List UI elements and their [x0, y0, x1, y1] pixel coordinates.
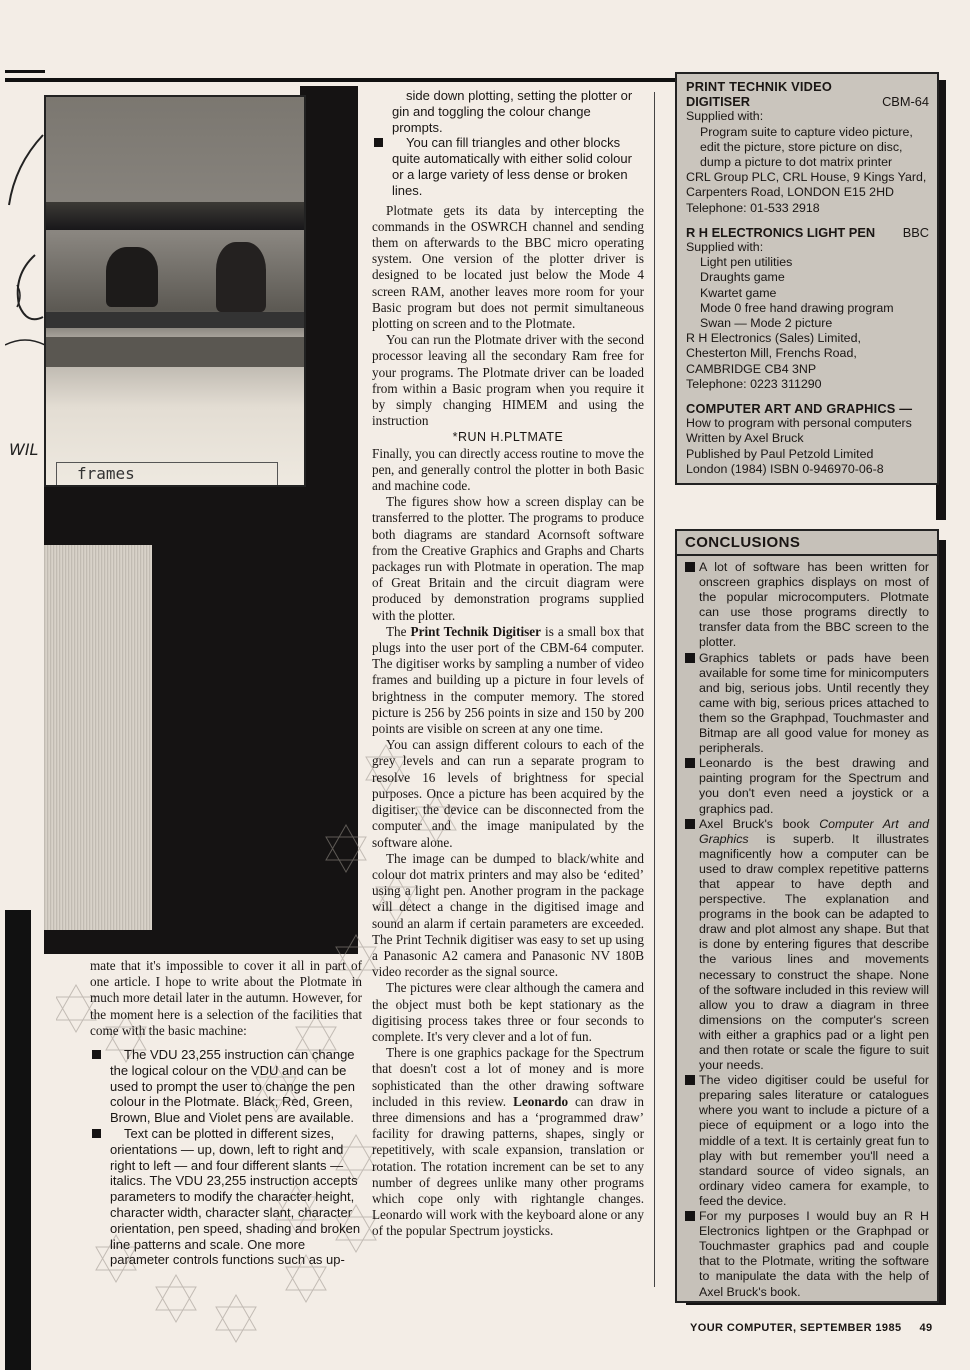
paragraph-intro: mate that it's impossible to cover it all in part of one article. I hope to write about the Plotmate in much more detail later in the autumn. However, for the moment here is a selection of the facilities that come with the basic machine:: [90, 958, 362, 1038]
lower-left-column: [90, 958, 362, 1268]
paragraph-finally: Finally, you can directly access routine to move the pen, and generally control the plotter in both Basic and machine code.: [372, 445, 644, 494]
bullet-square-icon: [685, 1211, 695, 1221]
bullet-text-text: Text can be plotted in different sizes, orientations — up, down, left to right and right to left — and four different slants — italics. The VDU 23,255 instruction accepts parameters to modify the character height, character width, character slant, character orientation, pen speed, shading and broken line patterns and scale. One more parameter controls functions such as up-: [110, 1126, 361, 1268]
conclusion-item: [685, 1073, 929, 1209]
book-subtitle: How to program with personal computers: [686, 416, 912, 431]
product-phone: Telephone: 0223 311290: [686, 376, 822, 391]
product-item: Mode 0 free hand drawing program: [700, 300, 894, 315]
paragraph-leonardo: [372, 1045, 644, 1239]
product-print-technik: [686, 79, 929, 216]
bullet-vdu: [90, 1047, 362, 1126]
bullet-continued: side down plotting, setting the plotter or gin and toggling the colour change prompts.: [392, 88, 633, 135]
product-supplied: Supplied with:: [686, 109, 764, 124]
bullet-square-icon: [685, 653, 695, 663]
plotter-photo: [44, 95, 306, 487]
bullet-vdu-text: The VDU 23,255 instruction can change the logical colour on the VDU and can be used to prompt the user to change the pen colour in the Plotmate. Black, Red, Green, Brown, Blue and Violet pens are available.: [110, 1047, 356, 1126]
digitiser-pre: The: [386, 623, 411, 639]
svg-text:WIL: WIL: [9, 440, 39, 459]
top-rule-left: [5, 70, 45, 73]
product-address: CRL Group PLC, CRL House, 9 Kings Yard, Carpenters Road, LONDON E15 2HD: [686, 170, 927, 200]
screen-texture-image: [44, 545, 152, 930]
product-address-line: R H Electronics (Sales) Limited,: [686, 331, 861, 346]
run-command: *RUN H.PLTMATE: [452, 430, 564, 445]
book-publisher: Published by Paul Petzold Limited: [686, 446, 874, 461]
conclusion-text: A lot of software has been written for onscreen graphics displays on most of the popular microcomputers. Plotmate can use those programs directly to transfer data from the BBC screen to the plotter.: [699, 560, 929, 650]
product-item: Light pen utilities: [700, 255, 793, 270]
column-divider: [654, 92, 655, 1287]
photo-label-text: frames: [56, 462, 278, 486]
bullet-square-icon: [92, 1050, 101, 1059]
book-author: Written by Axel Bruck: [686, 431, 804, 446]
bullet-square-icon: [685, 758, 695, 768]
paragraph-figures: The figures show how a screen display can be transferred to the plotter. The programs to produce both diagrams are standard Acornsoft software from the Creative Graphics and Graphs and Charts packages run with Plotmate in operation. The map of Great Britain and the circuit diagram were produced by demonstration programs supplied with the plotter.: [372, 494, 644, 623]
conclusion-text: The video digitiser could be useful for preparing sales literature or catalogues where you want to include a picture of a piece of equipment or a logo into the middle of a text. It is certainly great fun to play with but remember you'll need a standard source of video signals, an ordinary video camera for example, to feed the device.: [699, 1073, 929, 1208]
product-book: [686, 401, 929, 477]
product-title: R H ELECTRONICS LIGHT PEN: [686, 224, 876, 240]
product-machine: BBC: [902, 224, 929, 240]
product-item: Kwartet game: [700, 285, 777, 300]
paragraph-oswrch: Plotmate gets its data by intercepting the commands in the OSWRCH channel and sending them on afterwards to the BBC micro operating system. One version of the plotter driver is designed to be located just below the Mode 4 screen RAM, another leaves more room for your Basic program but does not permit simultaneous plotting on screen and to the Plotmate.: [372, 202, 644, 331]
main-article-column: [372, 88, 644, 1240]
conclusion-item: [685, 756, 929, 816]
conclusion-item: [685, 560, 929, 651]
bullet-square-icon: [685, 1075, 695, 1085]
screen-texture-frame: [44, 530, 152, 945]
leonardo-name: Leonardo: [513, 1093, 569, 1109]
product-address-line: Chesterton Mill, Frenchs Road,: [686, 346, 857, 361]
product-address-line: CAMBRIDGE CB4 3NP: [686, 361, 817, 376]
top-rule: [5, 78, 675, 82]
left-black-bar: [5, 910, 31, 1370]
paragraph-colours: You can assign different colours to each of the grey levels and can run a separate program to resolve 16 levels of brightness for special purposes. Once a picture has been acquired by the digitiser, the device can be disconnected from the computer and the image manipulated by the software alone.: [372, 737, 644, 850]
product-supplied: Supplied with:: [686, 240, 764, 255]
bullet-fill: [372, 135, 644, 198]
bullet-square-icon: [374, 138, 383, 147]
sketch-fragment-image: [5, 95, 45, 475]
book-isbn: London (1984) ISBN 0-946970-06-8: [686, 461, 884, 476]
conclusions-box: [675, 529, 939, 1303]
page-number: 49: [919, 1322, 933, 1334]
conclusion-text: Axel Bruck's book: [699, 816, 820, 831]
conclusions-heading: CONCLUSIONS: [677, 531, 937, 556]
page-footer: [690, 1322, 933, 1334]
product-title: PRINT TECHNIK VIDEO: [686, 79, 832, 94]
paragraph-dump: The image can be dumped to black/white and colour dot matrix printers and may also be ‘edited’ using a light pen. Another program in the package will detect a change in the digitised image and sound an alarm if certain parameters are exceeded. The Print Technik digitiser was easy to set up using a Panasonic A2 camera and Panasonic NV 180B video recorder as the signal source.: [372, 850, 644, 980]
product-title-2: DIGITISER: [686, 94, 750, 110]
conclusion-item: [685, 1209, 929, 1300]
magazine-issue: YOUR COMPUTER, SEPTEMBER 1985: [690, 1322, 902, 1334]
paragraph-second-processor: You can run the Plotmate driver with the second processor leaving all the secondary Ram free for your programs. The Plotmate driver can be loaded from within a Basic program when you require it by simply changing HIMEM and using the instruction: [372, 332, 644, 429]
bullet-square-icon: [685, 562, 695, 572]
leonardo-pre: There is one graphics package for the Spectrum that doesn't cost a lot of money and is more sophisticated than the other drawing software included in this review.: [372, 1045, 644, 1109]
digitiser-name: Print Technik Digitiser: [410, 623, 541, 639]
bullet-fill-text: You can fill triangles and other blocks quite automatically with either solid colour or a large variety of less dense or broken lines.: [392, 135, 632, 198]
product-phone: Telephone: 01-533 2918: [686, 200, 820, 215]
conclusion-item: [685, 651, 929, 757]
product-item: Draughts game: [700, 270, 785, 285]
product-items: Program suite to capture video picture, edit the picture, store picture on disc, dump a picture to dot matrix printer: [700, 124, 913, 170]
leonardo-post: can draw in three dimensions and has a ‘programmed draw’ facility for drawing patterns, shapes, singly or repetitively, with scale expansion, translation or rotation. The rotation increment can be set to any number of degrees unlike many other programs which cope only with rightangle changes. Leonardo will work with the keyboard alone or any of the popular Spectrum joysticks.: [372, 1093, 645, 1239]
paragraph-pictures: The pictures were clear although the camera and the object must both be kept stationary as the digitising process takes three or four seconds to complete. It's very clever and a lot of fun.: [372, 980, 644, 1044]
product-info-box: [675, 72, 939, 485]
bullet-square-icon: [685, 819, 695, 829]
bullet-text: [90, 1126, 362, 1268]
book-title: Computer Art and Graphics: [699, 816, 929, 846]
paragraph-digitiser: [372, 624, 644, 737]
product-machine: CBM-64: [882, 94, 929, 110]
product-title: COMPUTER ART AND GRAPHICS —: [686, 401, 913, 417]
product-item: Swan — Mode 2 picture: [700, 316, 833, 331]
digitiser-post: is a small box that plugs into the user port of the CBM-64 computer. The digitiser works by sampling a number of video frames and building up a picture in four levels of brightness in the computer memory. The stored picture is 256 by 256 points in size and 150 by 200 points are visible on screen at any one time.: [372, 623, 644, 737]
conclusion-text: For my purposes I would buy an R H Electronics lightpen or the Graphpad or Touchmaster graphics pad and couple that to the Plotmate, writing the software to manipulate the data with the help of Axel Bruck's book.: [699, 1209, 929, 1299]
conclusion-text: Graphics tablets or pads have been available for some time for minicomputers and big, serious jobs. Until recently they came with big, serious prices attached to them so the Graphpad, Touchmaster and Bitmap are all good value for money as peripherals.: [699, 650, 929, 756]
conclusion-item: [685, 817, 929, 1074]
product-light-pen: [686, 225, 929, 392]
conclusion-text: Leonardo is the best drawing and painting program for the Spectrum and you don't even need a joystick or a graphics pad.: [699, 756, 929, 816]
conclusion-text: is superb. It illustrates magnificently how a computer can be used to draw complex repetitive patterns that appear to have depth and perspective. The explanation and programs in the book can be adapted to draw and plot almost any shape. But that is done by entering figures that describe the various lines and movements necessary to construct the shape. None of the software included in this review will allow you to draw a diagram in three dimensions on the computer's screen with either a graphics pad or a light pen and then rotate or scale the figure to suit your needs.: [699, 831, 929, 1073]
bullet-square-icon: [92, 1129, 101, 1138]
